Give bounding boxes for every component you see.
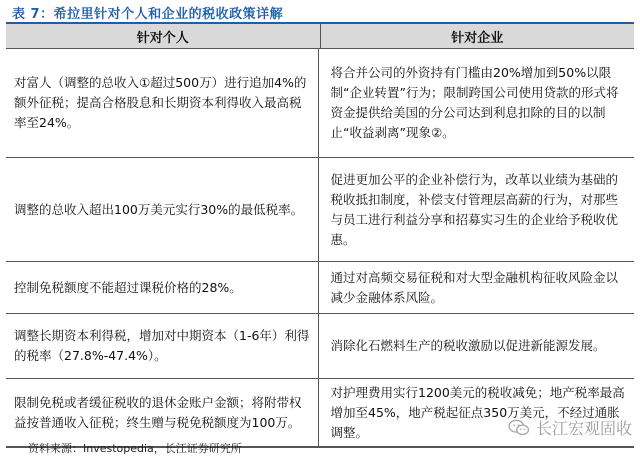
cell-text: 调整的总收入超出100万美元实行30%的最低税率。 — [14, 201, 304, 217]
table-row — [6, 262, 634, 314]
cell-individual — [6, 379, 319, 446]
cell-individual — [6, 262, 319, 313]
cell-text: 将合并公司的外资持有门槛由20%增加到50%以限制“企业转置”行为；限制跨国公司使用贷款的形式将资金提供给美国的分公司达到利息扣除的目的以制止“收益剥离”现象②。 — [330, 65, 619, 140]
table-row — [6, 49, 634, 158]
wechat-icon — [508, 419, 530, 437]
cell-text: 限制免税或者缓征税收的退休金账户金额；将附带权益按普通收入征税；终生赠与税免税额度为100万。 — [14, 394, 302, 430]
cell-individual — [6, 158, 319, 261]
cell-text: 消除化石燃料生产的税收激励以促进新能源发展。 — [330, 338, 606, 353]
cell-individual — [6, 49, 319, 157]
table-title: 表 7：希拉里针对个人和企业的税收政策详解 — [12, 7, 284, 22]
source-note: 资料来源：Investopedia，长江证券研究所 — [28, 442, 242, 455]
table-row — [6, 314, 634, 379]
policy-table — [6, 22, 634, 448]
table-header — [6, 24, 634, 49]
cell-text: 对护理费用实行1200美元的税收减免；地产税率最高增加至45%，地产税起征点350万美元，不经过通胀调整。 — [330, 384, 625, 440]
watermark — [508, 416, 632, 439]
cell-enterprise — [319, 314, 635, 378]
cell-text: 通过对高频交易征税和对大型金融机构征收风险金以减少金融体系风险。 — [330, 269, 619, 305]
cell-individual — [6, 314, 319, 378]
cell-text: 促进更加公平的企业补偿行为，改革以业绩为基础的税收抵扣制度，补偿支付管理层高薪的行为，对那些与员工进行利益分享和招募实习生的企业给予税收优惠。 — [330, 171, 619, 247]
cell-text: 对富人（调整的总收入①超过500万）进行追加4%的额外征税；提高合格股息和长期资本利得收入最高税率至24%。 — [14, 75, 307, 130]
cell-enterprise — [319, 158, 635, 261]
table-row — [6, 158, 634, 262]
cell-text: 控制免税额度不能超过课税价格的28%。 — [14, 279, 242, 295]
cell-text: 调整长期资本利得税，增加对中期资本（1-6年）利得的税率（27.8%-47.4%）。 — [14, 328, 310, 363]
header-individual: 针对个人 — [6, 24, 321, 48]
watermark-text: 长江宏观固收 — [535, 419, 632, 438]
cell-enterprise — [319, 49, 635, 157]
cell-enterprise — [319, 262, 635, 313]
header-enterprise: 针对企业 — [451, 30, 504, 46]
